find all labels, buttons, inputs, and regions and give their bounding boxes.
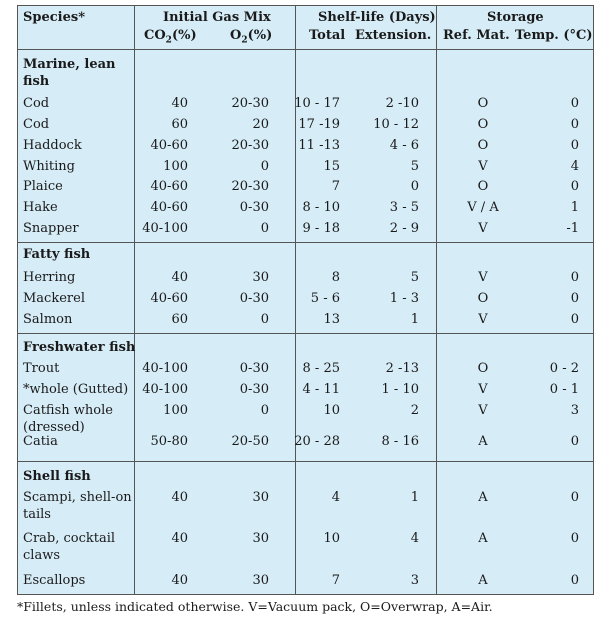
temp-cell: -1 (566, 221, 579, 236)
o2-cell: 0 (260, 159, 269, 174)
extension-cell: 1 (410, 312, 419, 327)
temp-cell: 0 - 2 (549, 361, 579, 376)
temp-cell: 0 (570, 138, 579, 153)
footnote: *Fillets, unless indicated otherwise. V=Vacuum pack, O=Overwrap, A=Air. (17, 599, 493, 614)
temp-cell: 3 (570, 403, 579, 418)
o2-cell: 0-30 (239, 291, 269, 306)
extension-cell: 4 - 6 (389, 138, 419, 153)
ref-mat-cell: V (478, 312, 488, 327)
o2-cell: 20-30 (231, 96, 269, 111)
section-label: Freshwater fish (23, 340, 136, 355)
total-cell: 7 (331, 179, 340, 194)
co2-cell: 100 (163, 159, 188, 174)
species-cell: Plaice (23, 179, 63, 194)
section-label: Marine, lean fish (23, 57, 116, 89)
co2-cell: 50-80 (150, 434, 188, 449)
co2-cell: 40-100 (142, 221, 188, 236)
co2-cell: 40-60 (150, 138, 188, 153)
total-cell: 20 - 28 (294, 434, 340, 449)
section-divider (18, 242, 593, 243)
co2-cell: 40 (171, 531, 188, 546)
ref-mat-cell: O (477, 117, 489, 132)
o2-cell: 20-30 (231, 179, 269, 194)
ref-mat-cell: V (478, 270, 488, 285)
total-cell: 4 (331, 490, 340, 505)
temp-cell: 0 (570, 531, 579, 546)
species-cell: Crab, cocktail claws (23, 531, 116, 563)
column-divider (134, 6, 135, 594)
species-cell: Cod (23, 117, 50, 132)
ref-mat-header: Ref. Mat. (443, 28, 510, 43)
species-cell: Cod (23, 96, 50, 111)
extension-cell: 1 - 10 (381, 382, 419, 397)
storage-header: Storage (487, 10, 544, 25)
total-cell: 10 (323, 403, 340, 418)
temp-cell: 0 (570, 434, 579, 449)
total-cell: 8 - 25 (302, 361, 340, 376)
total-cell: 17 -19 (298, 117, 340, 132)
co2-cell: 40-60 (150, 200, 188, 215)
extension-cell: 0 (410, 179, 419, 194)
o2-cell: 30 (252, 490, 269, 505)
species-cell: Haddock (23, 138, 82, 153)
o2-cell: 20-50 (231, 434, 269, 449)
total-cell: 13 (323, 312, 340, 327)
ref-mat-cell: V (478, 403, 488, 418)
species-cell: Scampi, shell-on tails (23, 490, 132, 522)
ref-mat-cell: A (478, 490, 488, 505)
extension-cell: 2 -13 (385, 361, 419, 376)
o2-cell: 0-30 (239, 200, 269, 215)
ref-mat-cell: V (478, 382, 488, 397)
temp-cell: 4 (570, 159, 579, 174)
species-cell: Salmon (23, 312, 73, 327)
species-cell: Catfish whole (dressed) (23, 403, 113, 435)
species-cell: Escallops (23, 573, 86, 588)
extension-cell: 1 - 3 (389, 291, 419, 306)
temp-cell: 0 (570, 312, 579, 327)
ref-mat-cell: O (477, 291, 489, 306)
ref-mat-cell: V / A (467, 200, 499, 215)
o2-header: $O_2(\%)$ (230, 28, 273, 46)
extension-cell: 10 - 12 (373, 117, 419, 132)
header-divider (18, 49, 593, 50)
co2-cell: 40-100 (142, 382, 188, 397)
co2-cell: 40 (171, 573, 188, 588)
ref-mat-cell: O (477, 179, 489, 194)
temp-cell: 0 (570, 96, 579, 111)
o2-cell: 30 (252, 573, 269, 588)
section-divider (18, 461, 593, 462)
extension-cell: 2 -10 (385, 96, 419, 111)
species-cell: Mackerel (23, 291, 85, 306)
total-cell: 8 - 10 (302, 200, 340, 215)
co2-cell: 40 (171, 490, 188, 505)
temp-cell: 0 (570, 490, 579, 505)
ref-mat-cell: O (477, 96, 489, 111)
extension-header: Extension. (355, 28, 432, 43)
total-cell: 10 (323, 531, 340, 546)
co2-cell: 40-60 (150, 179, 188, 194)
species-cell: *whole (Gutted) (23, 382, 129, 397)
o2-cell: 30 (252, 270, 269, 285)
o2-cell: 0-30 (239, 382, 269, 397)
species-cell: Catia (23, 434, 58, 449)
total-cell: 5 - 6 (310, 291, 340, 306)
extension-cell: 1 (410, 490, 419, 505)
ref-mat-cell: O (477, 138, 489, 153)
extension-cell: 3 (410, 573, 419, 588)
section-divider (18, 333, 593, 334)
o2-cell: 30 (252, 531, 269, 546)
total-cell: 7 (331, 573, 340, 588)
total-cell: 8 (331, 270, 340, 285)
extension-cell: 3 - 5 (389, 200, 419, 215)
extension-cell: 4 (410, 531, 419, 546)
total-cell: 9 - 18 (302, 221, 340, 236)
column-divider (436, 6, 437, 594)
total-cell: 15 (323, 159, 340, 174)
ref-mat-cell: A (478, 531, 488, 546)
temp-header: Temp. (°C) (515, 28, 593, 43)
ref-mat-cell: A (478, 434, 488, 449)
ref-mat-cell: V (478, 159, 488, 174)
extension-cell: 5 (410, 270, 419, 285)
gas-mix-header: Initial Gas Mix (163, 10, 271, 25)
o2-cell: 0-30 (239, 361, 269, 376)
species-cell: Herring (23, 270, 76, 285)
co2-cell: 60 (171, 117, 188, 132)
co2-cell: 40 (171, 270, 188, 285)
species-cell: Trout (23, 361, 60, 376)
o2-cell: 20-30 (231, 138, 269, 153)
temp-cell: 0 (570, 270, 579, 285)
o2-cell: 0 (260, 403, 269, 418)
temp-cell: 0 (570, 179, 579, 194)
co2-cell: 40-60 (150, 291, 188, 306)
total-cell: 11 -13 (298, 138, 340, 153)
total-cell: 10 - 17 (294, 96, 340, 111)
o2-cell: 0 (260, 312, 269, 327)
o2-cell: 0 (260, 221, 269, 236)
total-cell: 4 - 11 (302, 382, 340, 397)
extension-cell: 5 (410, 159, 419, 174)
extension-cell: 8 - 16 (381, 434, 419, 449)
fish-storage-table (17, 5, 594, 595)
co2-cell: 60 (171, 312, 188, 327)
section-label: Fatty fish (23, 247, 91, 262)
temp-cell: 0 - 1 (549, 382, 579, 397)
co2-cell: 40-100 (142, 361, 188, 376)
ref-mat-cell: A (478, 573, 488, 588)
extension-cell: 2 (410, 403, 419, 418)
co2-header: $CO_2(\%)$ (144, 28, 197, 46)
ref-mat-cell: V (478, 221, 488, 236)
species-cell: Whiting (23, 159, 75, 174)
co2-cell: 100 (163, 403, 188, 418)
species-cell: Snapper (23, 221, 79, 236)
co2-cell: 40 (171, 96, 188, 111)
total-header: Total (309, 28, 346, 43)
extension-cell: 2 - 9 (389, 221, 419, 236)
species-header: Species* (23, 10, 85, 25)
shelf-life-header: Shelf-life (Days) (318, 10, 436, 25)
temp-cell: 0 (570, 291, 579, 306)
temp-cell: 1 (570, 200, 579, 215)
section-label: Shell fish (23, 469, 91, 484)
ref-mat-cell: O (477, 361, 489, 376)
o2-cell: 20 (252, 117, 269, 132)
temp-cell: 0 (570, 573, 579, 588)
species-cell: Hake (23, 200, 58, 215)
temp-cell: 0 (570, 117, 579, 132)
